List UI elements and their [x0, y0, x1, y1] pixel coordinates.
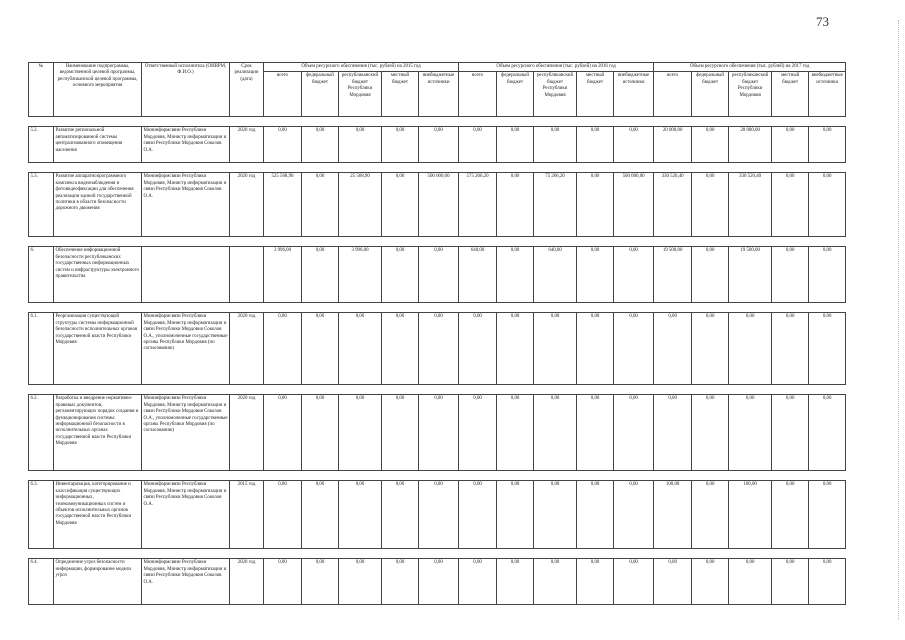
table-row	[29, 481, 846, 549]
row-value: 0,00	[772, 481, 809, 549]
row-number: 6.3.	[29, 481, 54, 549]
row-value: 0,00	[339, 127, 382, 163]
row-responsible: Мининформсвязи Республики Мордовия, Министр информатизации и связи Республики Мордовия Соколов О.А.	[142, 127, 230, 163]
row-value: 0,00	[577, 127, 614, 163]
row-name: Обеспечение информационной безопасности республиканских государственных информационных систем и инфраструктуры электронного правительства	[54, 247, 142, 303]
row-value: 20 000,00	[654, 127, 692, 163]
row-responsible: Мининформсвязи Республики Мордовия, Министр информатизации и связи Республики Мордовия Соколов О.А.	[142, 173, 230, 237]
row-value: 0,00	[497, 247, 534, 303]
row-value: 0,00	[382, 395, 419, 471]
row-value: 0,00	[459, 395, 497, 471]
row-value: 0,00	[577, 481, 614, 549]
row-value: 0,00	[302, 481, 339, 549]
row-value: 0,00	[614, 247, 654, 303]
row-term: 2020 год	[230, 395, 264, 471]
row-value: 0,00	[459, 559, 497, 605]
header-local: местный бюджет	[772, 72, 809, 117]
row-number: 6.2.	[29, 395, 54, 471]
spacer-cell	[29, 303, 846, 313]
row-value: 0,00	[809, 173, 846, 237]
row-value: 3 996,00	[339, 247, 382, 303]
row-value: 25 568,90	[339, 173, 382, 237]
header-row-groups	[29, 63, 846, 72]
row-number: 5.3.	[29, 173, 54, 237]
header-year-2017: Объем ресурсного обеспечения (тыс. рублей) на 2017 год	[654, 63, 846, 72]
row-value: 0,00	[772, 127, 809, 163]
header-total: всего	[459, 72, 497, 117]
row-value: 0,00	[497, 481, 534, 549]
row-number: 6.4.	[29, 559, 54, 605]
row-value: 0,00	[419, 559, 459, 605]
row-number: 6.1.	[29, 313, 54, 385]
table-row	[29, 395, 846, 471]
row-value: 20 000,00	[729, 127, 772, 163]
row-value: 0,00	[459, 127, 497, 163]
header-federal: федеральный бюджет	[302, 72, 339, 117]
row-value: 0,00	[729, 559, 772, 605]
row-value: 0,00	[614, 313, 654, 385]
row-value: 0,00	[614, 127, 654, 163]
row-value: 0,00	[339, 395, 382, 471]
row-responsible: Мининформсвязи Республики Мордовия, Министр информатизации и связи Республики Мордовия Соколов О.А.	[142, 559, 230, 605]
row-value: 0,00	[577, 313, 614, 385]
row-term: 2015 год	[230, 481, 264, 549]
row-spacer	[29, 237, 846, 247]
row-value: 0,00	[692, 313, 729, 385]
row-value: 0,00	[692, 247, 729, 303]
header-year-2016: Объем ресурсного обеспечения (тыс. рублей) на 2016 год	[459, 63, 654, 72]
spacer-cell	[29, 471, 846, 481]
row-name: Инвентаризация, категорирование и классификация существующих информационных, телекоммуникационных систем и объектов исполнительных органов государственной власти Республики Мордовия	[54, 481, 142, 549]
row-value: 0,00	[497, 173, 534, 237]
row-value: 0,00	[534, 559, 577, 605]
row-value: 330 520,40	[654, 173, 692, 237]
row-value: 0,00	[809, 481, 846, 549]
row-value: 0,00	[692, 173, 729, 237]
row-name: Разработка и внедрение нормативно-правовых документов, регламентирующих порядок создания и функционирования системы информационной безопасности в исполнительных органах государственной власти Республики Мордовия	[54, 395, 142, 471]
row-term: 2020 год	[230, 559, 264, 605]
row-name: Реорганизация существующей структуры системы информационной безопасности исполнительных органов государственной власти Республики Мордовия	[54, 313, 142, 385]
row-value: 0,00	[302, 173, 339, 237]
row-value: 640,00	[459, 247, 497, 303]
row-name: Развитие аппаратнопрограммного комплекса видеонаблюдения и фотовидеофиксации для обеспечения реализации единой государственной политики в области безопасности дорожного движения	[54, 173, 142, 237]
spacer-cell	[29, 549, 846, 559]
row-number: 5.2.	[29, 127, 54, 163]
row-value: 0,00	[382, 559, 419, 605]
row-value: 0,00	[339, 559, 382, 605]
row-value: 0,00	[419, 481, 459, 549]
row-value: 0,00	[534, 481, 577, 549]
row-value: 0,00	[382, 313, 419, 385]
row-value: 0,00	[302, 313, 339, 385]
header-total: всего	[654, 72, 692, 117]
header-federal: федеральный бюджет	[692, 72, 729, 117]
row-value: 3 996,00	[264, 247, 302, 303]
row-value: 0,00	[654, 395, 692, 471]
header-year-2015: Объем ресурсного обеспечения (тыс. рублей) на 2015 год	[264, 63, 459, 72]
row-value: 0,00	[264, 481, 302, 549]
row-value: 0,00	[772, 173, 809, 237]
header-offbudget: внебюджетные источники	[809, 72, 846, 117]
row-name: Развитие региональной автоматизированной системы централизованного оповещения населения	[54, 127, 142, 163]
row-value: 0,00	[654, 559, 692, 605]
row-value: 0,00	[497, 395, 534, 471]
row-spacer	[29, 303, 846, 313]
row-spacer	[29, 471, 846, 481]
row-value: 0,00	[772, 247, 809, 303]
header-republic: республиканский бюджет Республики Мордовия	[534, 72, 577, 117]
row-value: 0,00	[302, 127, 339, 163]
row-value: 0,00	[577, 559, 614, 605]
spacer-cell	[29, 163, 846, 173]
row-value: 500 000,00	[419, 173, 459, 237]
row-value: 0,00	[419, 127, 459, 163]
row-value: 0,00	[264, 127, 302, 163]
row-value: 0,00	[614, 481, 654, 549]
row-value: 0,00	[772, 395, 809, 471]
row-value: 0,00	[382, 247, 419, 303]
row-value: 330 520,40	[729, 173, 772, 237]
header-term: Срок реализации (дата)	[230, 63, 264, 117]
row-value: 0,00	[497, 559, 534, 605]
table-row	[29, 559, 846, 605]
row-value: 0,00	[692, 559, 729, 605]
row-value: 0,00	[264, 559, 302, 605]
row-value: 0,00	[382, 481, 419, 549]
row-spacer	[29, 549, 846, 559]
row-value: 0,00	[497, 127, 534, 163]
header-local: местный бюджет	[382, 72, 419, 117]
row-spacer	[29, 117, 846, 127]
row-value: 0,00	[654, 313, 692, 385]
header-offbudget: внебюджетные источники	[614, 72, 654, 117]
header-responsible: Ответственный исполнитель (ОИВРМ, Ф.И.О.)	[142, 63, 230, 117]
row-value: 0,00	[577, 395, 614, 471]
row-number: 6.	[29, 247, 54, 303]
row-value: 0,00	[772, 559, 809, 605]
row-value: 0,00	[534, 395, 577, 471]
resource-table	[28, 62, 846, 605]
scan-edge-dots	[897, 20, 899, 620]
spacer-cell	[29, 117, 846, 127]
header-local: местный бюджет	[577, 72, 614, 117]
row-value: 0,00	[419, 395, 459, 471]
row-value: 0,00	[382, 127, 419, 163]
spacer-cell	[29, 385, 846, 395]
header-total: всего	[264, 72, 302, 117]
header-no: №	[29, 63, 54, 117]
row-value: 100,00	[654, 481, 692, 549]
row-responsible	[142, 247, 230, 303]
row-value: 0,00	[577, 173, 614, 237]
header-republic: республиканский бюджет Республики Мордовия	[729, 72, 772, 117]
row-responsible: Мининформсвязи Республики Мордовия, Министр информатизации и связи Республики Мордовия Соколов О.А.	[142, 481, 230, 549]
row-value: 75 266,20	[534, 173, 577, 237]
row-value: 0,00	[614, 559, 654, 605]
row-term: 2020 год	[230, 173, 264, 237]
row-value: 0,00	[339, 313, 382, 385]
row-value: 0,00	[382, 173, 419, 237]
row-value: 0,00	[419, 313, 459, 385]
row-responsible: Мининформсвязи Республики Мордовия, Министр информатизации и связи Республики Мордовия Соколов О.А., уполномоченные государственные органы Республики Мордовия (по согласованию)	[142, 395, 230, 471]
row-value: 0,00	[577, 247, 614, 303]
table-row	[29, 173, 846, 237]
header-republic: республиканский бюджет Республики Мордовия	[339, 72, 382, 117]
row-value: 0,00	[339, 481, 382, 549]
header-offbudget: внебюджетные источники	[419, 72, 459, 117]
header-name: Наименование подпрограммы, ведомственной целевой программы, республиканской целевой программы, основного мероприятия	[54, 63, 142, 117]
spacer-cell	[29, 237, 846, 247]
row-value: 0,00	[459, 481, 497, 549]
row-value: 0,00	[302, 247, 339, 303]
page-number: 73	[816, 14, 829, 29]
row-value: 0,00	[692, 481, 729, 549]
row-value: 0,00	[809, 559, 846, 605]
row-value: 0,00	[302, 395, 339, 471]
row-value: 0,00	[809, 395, 846, 471]
row-value: 0,00	[419, 247, 459, 303]
table-row	[29, 247, 846, 303]
row-value: 100,00	[729, 481, 772, 549]
row-value: 0,00	[459, 313, 497, 385]
row-value: 525 568,90	[264, 173, 302, 237]
row-value: 0,00	[264, 395, 302, 471]
row-spacer	[29, 385, 846, 395]
row-spacer	[29, 163, 846, 173]
row-name: Определение угроз безопасности информации, формирование модели угроз	[54, 559, 142, 605]
row-term: 2020 год	[230, 313, 264, 385]
row-value: 0,00	[614, 395, 654, 471]
row-value: 0,00	[809, 127, 846, 163]
row-value: 500 000,00	[614, 173, 654, 237]
row-value: 0,00	[729, 313, 772, 385]
row-value: 0,00	[692, 395, 729, 471]
table-row	[29, 127, 846, 163]
row-value: 575 266,20	[459, 173, 497, 237]
row-value: 0,00	[497, 313, 534, 385]
row-value: 0,00	[302, 559, 339, 605]
row-term: 2020 год	[230, 127, 264, 163]
row-value: 0,00	[534, 313, 577, 385]
row-value: 0,00	[809, 247, 846, 303]
row-value: 19 500,00	[729, 247, 772, 303]
row-value: 0,00	[729, 395, 772, 471]
row-value: 0,00	[809, 313, 846, 385]
row-value: 0,00	[692, 127, 729, 163]
row-value: 0,00	[264, 313, 302, 385]
row-value: 0,00	[772, 313, 809, 385]
row-responsible: Мининформсвязи Республики Мордовия, Министр информатизации и связи Республики Мордовия Соколов О.А., уполномоченные государственные органы Республики Мордовия (по согласованию)	[142, 313, 230, 385]
row-value: 19 500,00	[654, 247, 692, 303]
table-row	[29, 313, 846, 385]
header-federal: федеральный бюджет	[497, 72, 534, 117]
row-value: 640,00	[534, 247, 577, 303]
row-term	[230, 247, 264, 303]
row-value: 0,00	[534, 127, 577, 163]
table-body	[29, 117, 846, 605]
